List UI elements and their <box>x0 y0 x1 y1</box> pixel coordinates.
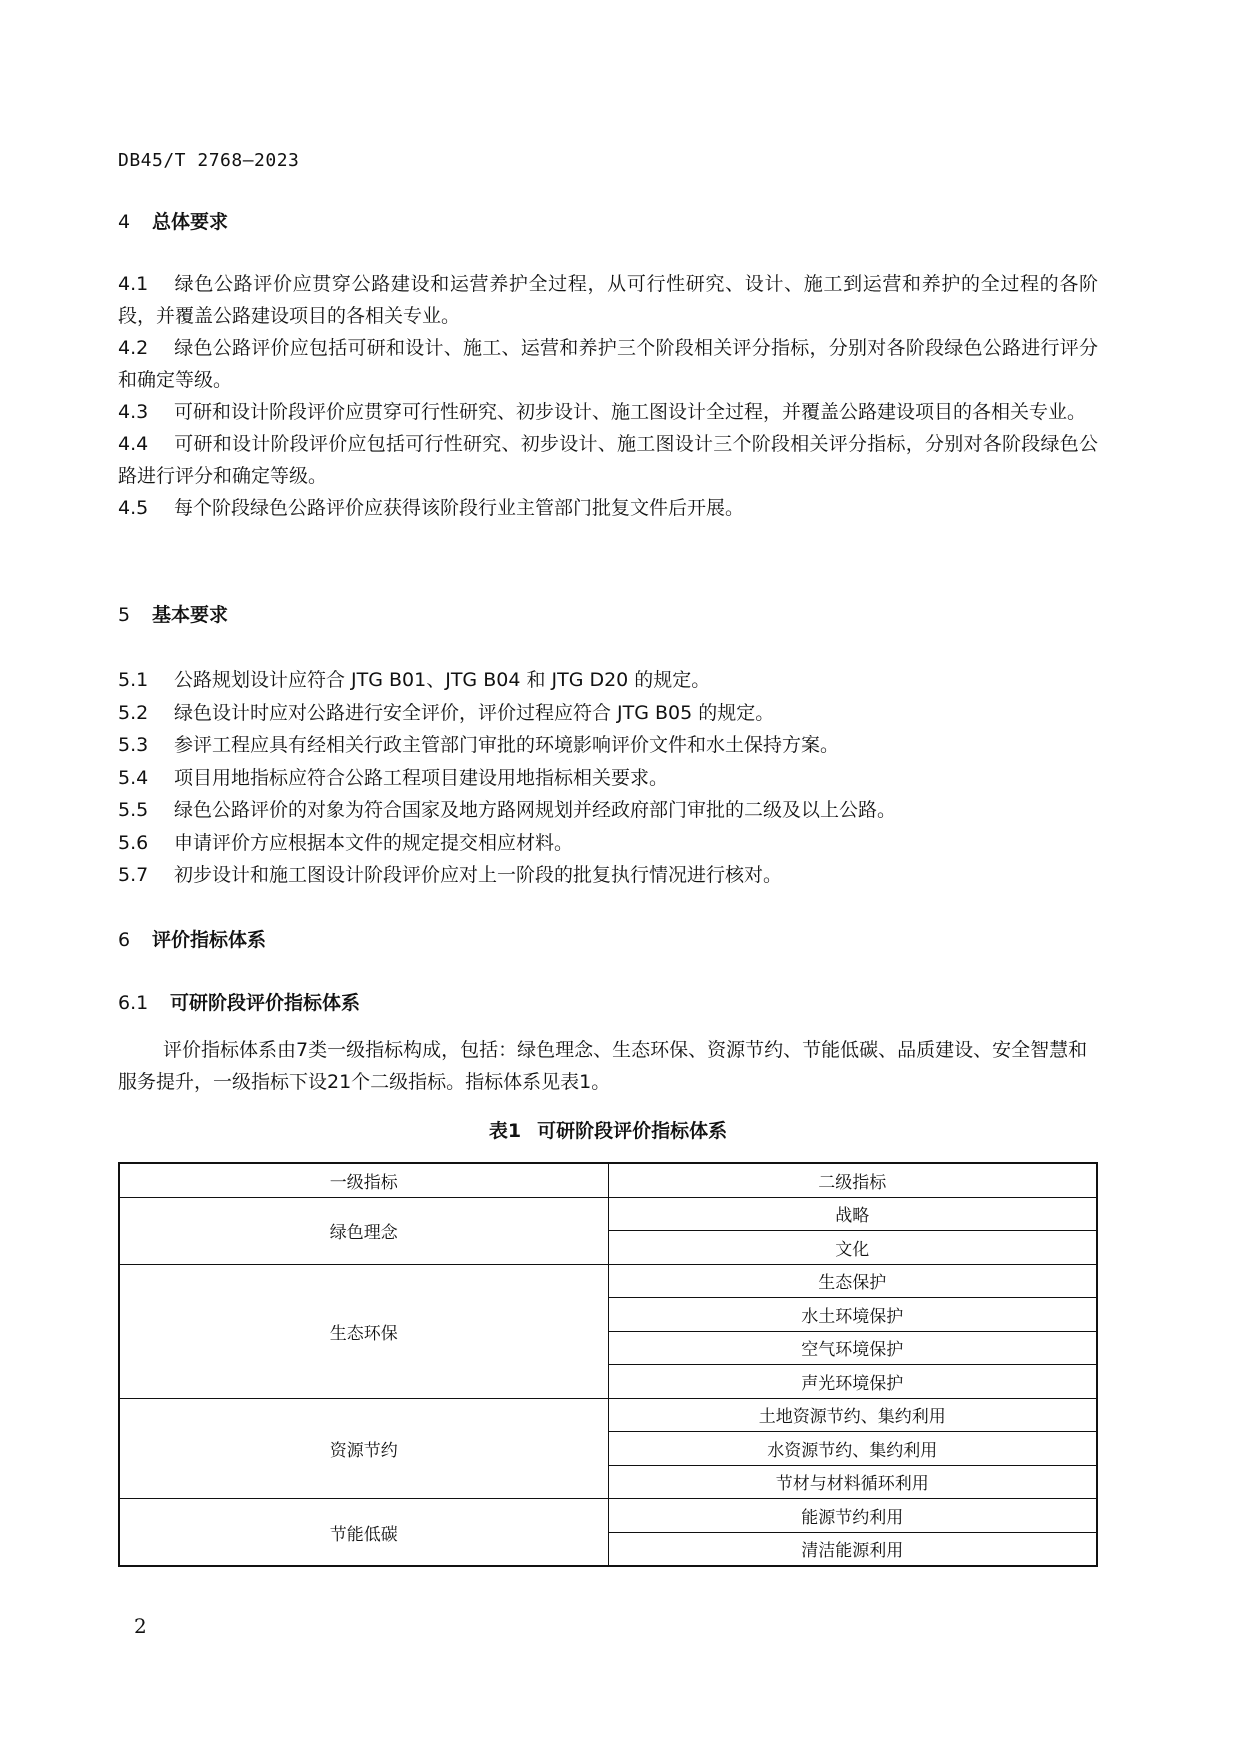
clause <box>118 332 1098 396</box>
table-number: 表1 <box>488 1120 522 1142</box>
clause-number: 5.7 <box>118 864 149 886</box>
subsection-title: 可研阶段评价指标体系 <box>170 992 361 1014</box>
table-header-row <box>119 1163 1097 1197</box>
clause-text: 绿色公路评价应包括可研和设计、施工、运营和养护三个阶段相关评分指标，分别对各阶段绿色公路进行评分和确定等级。 <box>118 337 1098 391</box>
table-row <box>119 1499 1097 1533</box>
subsection-6-1-heading <box>118 988 360 1015</box>
index-table <box>118 1162 1098 1567</box>
secondary-indicator: 文化 <box>608 1231 1097 1265</box>
clause-text: 绿色公路评价应贯穿公路建设和运营养护全过程，从可行性研究、设计、施工到运营和养护的全过程的各阶段，并覆盖公路建设项目的各相关专业。 <box>118 273 1098 327</box>
secondary-indicator: 生态保护 <box>608 1264 1097 1298</box>
section-6-heading <box>118 925 266 952</box>
clause <box>118 428 1098 492</box>
clause-number: 5.2 <box>118 701 149 724</box>
secondary-indicator: 节材与材料循环利用 <box>608 1465 1097 1499</box>
header-secondary: 二级指标 <box>608 1163 1097 1197</box>
clause-text: 绿色设计时应对公路进行安全评价，评价过程应符合 JTG B05 的规定。 <box>174 701 775 724</box>
section-5-clauses <box>118 664 1098 892</box>
clause-number: 5.3 <box>118 734 149 756</box>
section-number: 4 <box>118 211 131 233</box>
subsection-number: 6.1 <box>118 992 149 1014</box>
secondary-indicator: 能源节约利用 <box>608 1499 1097 1533</box>
primary-indicator: 生态环保 <box>119 1264 608 1398</box>
clause-number: 5.6 <box>118 831 149 854</box>
clause <box>118 729 1098 762</box>
table-row <box>119 1264 1097 1298</box>
clause-text: 绿色公路评价的对象为符合国家及地方路网规划并经政府部门审批的二级及以上公路。 <box>174 799 897 821</box>
clause <box>118 859 1098 892</box>
clause <box>118 492 1098 524</box>
section-title: 总体要求 <box>152 211 229 233</box>
primary-indicator: 资源节约 <box>119 1398 608 1499</box>
section-5-heading <box>118 600 228 627</box>
clause-text: 每个阶段绿色公路评价应获得该阶段行业主管部门批复文件后开展。 <box>174 497 745 519</box>
secondary-indicator: 空气环境保护 <box>608 1331 1097 1365</box>
table-row <box>119 1398 1097 1432</box>
clause-text: 参评工程应具有经相关行政主管部门审批的环境影响评价文件和水土保持方案。 <box>174 734 840 756</box>
clause-text: 申请评价方应根据本文件的规定提交相应材料。 <box>174 831 574 854</box>
section-4-clauses <box>118 268 1098 524</box>
section-number: 5 <box>118 604 131 626</box>
table-caption <box>118 1116 1098 1143</box>
clause-text: 可研和设计阶段评价应包括可行性研究、初步设计、施工图设计三个阶段相关评分指标，分别对各阶段绿色公路进行评分和确定等级。 <box>118 433 1098 487</box>
primary-indicator: 绿色理念 <box>119 1197 608 1264</box>
section-title: 基本要求 <box>152 604 229 626</box>
section-number: 6 <box>118 929 131 951</box>
section-title: 评价指标体系 <box>152 929 267 951</box>
body-paragraph: 评价指标体系由7类一级指标构成，包括：绿色理念、生态环保、资源节约、节能低碳、品质建设、安全智慧和服务提升，一级指标下设21个二级指标。指标体系见表1。 <box>118 1039 1088 1093</box>
table-title: 可研阶段评价指标体系 <box>537 1120 728 1142</box>
standard-code: DB45/T 2768—2023 <box>118 150 300 171</box>
clause <box>118 794 1098 827</box>
clause <box>118 762 1098 795</box>
secondary-indicator: 战略 <box>608 1197 1097 1231</box>
table-row <box>119 1197 1097 1231</box>
clause-text: 公路规划设计应符合 JTG B01、JTG B04 和 JTG D20 的规定。 <box>174 669 711 691</box>
clause-text: 初步设计和施工图设计阶段评价应对上一阶段的批复执行情况进行核对。 <box>174 864 783 886</box>
clause-number: 4.1 <box>118 273 149 295</box>
clause <box>118 827 1098 860</box>
clause-text: 可研和设计阶段评价应贯穿可行性研究、初步设计、施工图设计全过程，并覆盖公路建设项目的各相关专业。 <box>174 401 1087 423</box>
secondary-indicator: 水资源节约、集约利用 <box>608 1432 1097 1466</box>
clause <box>118 664 1098 697</box>
clause-text: 项目用地指标应符合公路工程项目建设用地指标相关要求。 <box>174 766 669 789</box>
clause-number: 5.5 <box>118 799 149 821</box>
secondary-indicator: 清洁能源利用 <box>608 1532 1097 1566</box>
secondary-indicator: 声光环境保护 <box>608 1365 1097 1399</box>
primary-indicator: 节能低碳 <box>119 1499 608 1567</box>
page-number: 2 <box>134 1614 147 1638</box>
secondary-indicator: 土地资源节约、集约利用 <box>608 1398 1097 1432</box>
clause-number: 4.2 <box>118 337 149 359</box>
secondary-indicator: 水土环境保护 <box>608 1298 1097 1332</box>
clause <box>118 268 1098 332</box>
clause-number: 4.3 <box>118 401 149 423</box>
clause <box>118 396 1098 428</box>
header-primary: 一级指标 <box>119 1163 608 1197</box>
section-4-heading <box>118 207 228 234</box>
clause <box>118 697 1098 730</box>
clause-number: 5.4 <box>118 766 149 789</box>
clause-number: 5.1 <box>118 669 149 691</box>
clause-number: 4.5 <box>118 497 149 519</box>
clause-number: 4.4 <box>118 433 149 455</box>
